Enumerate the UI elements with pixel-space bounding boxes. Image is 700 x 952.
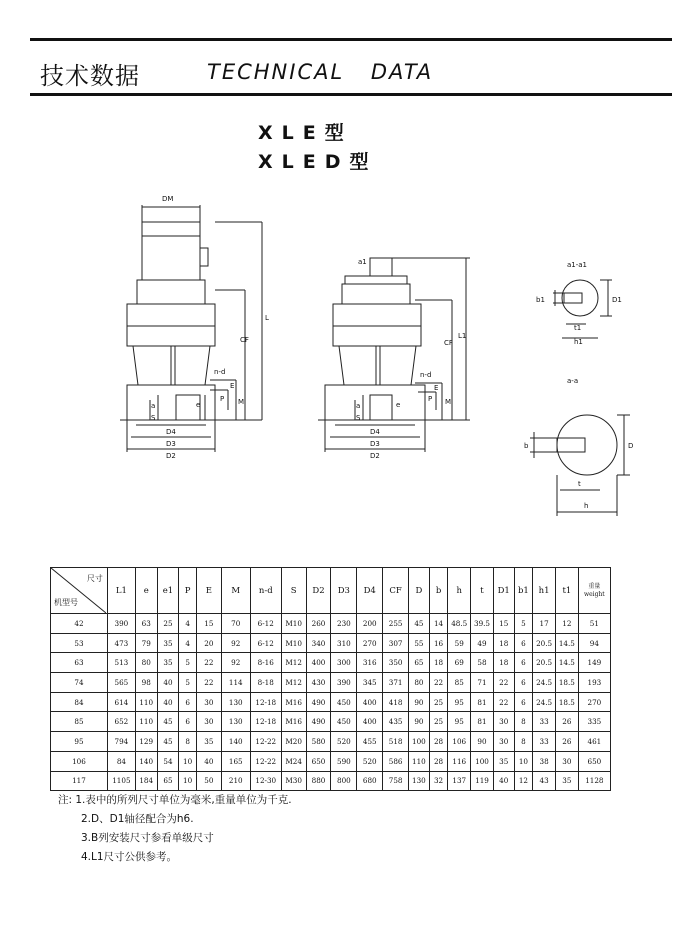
table-cell: 140 bbox=[221, 732, 250, 752]
table-cell: 200 bbox=[357, 614, 383, 634]
table-cell: 45 bbox=[157, 732, 179, 752]
table-cell: 25 bbox=[429, 712, 448, 732]
table-cell: 4 bbox=[179, 633, 197, 653]
table-cell: 680 bbox=[357, 771, 383, 791]
table-cell: 580 bbox=[306, 732, 331, 752]
table-cell: 49 bbox=[471, 633, 494, 653]
table-cell: 6-12 bbox=[250, 633, 281, 653]
label-cf-right: CF bbox=[444, 339, 453, 347]
table-row bbox=[51, 633, 611, 653]
technical-data-table bbox=[50, 567, 611, 791]
table-cell: 12-18 bbox=[250, 712, 281, 732]
table-cell: 18 bbox=[493, 653, 514, 673]
label-d3-right: D3 bbox=[370, 440, 380, 448]
table-cell: 165 bbox=[221, 751, 250, 771]
table-cell: 300 bbox=[331, 653, 357, 673]
table-cell: 6 bbox=[514, 673, 533, 693]
table-cell: 90 bbox=[409, 712, 430, 732]
table-cell: 100 bbox=[471, 751, 494, 771]
model-cell: 74 bbox=[51, 673, 108, 693]
table-cell: 210 bbox=[221, 771, 250, 791]
table-cell: 4 bbox=[179, 614, 197, 634]
column-header: t bbox=[471, 568, 494, 614]
table-cell: 94 bbox=[578, 633, 610, 653]
table-cell: 316 bbox=[357, 653, 383, 673]
column-header: b bbox=[429, 568, 448, 614]
table-row bbox=[51, 751, 611, 771]
table-cell: 310 bbox=[331, 633, 357, 653]
table-cell: 25 bbox=[157, 614, 179, 634]
column-header: P bbox=[179, 568, 197, 614]
table-cell: 50 bbox=[196, 771, 221, 791]
label-e1: e bbox=[196, 401, 201, 409]
table-cell: 90 bbox=[471, 732, 494, 752]
table-cell: 22 bbox=[493, 673, 514, 693]
label-t1: t1 bbox=[574, 324, 582, 332]
table-cell: 15 bbox=[493, 614, 514, 634]
table-cell: 270 bbox=[357, 633, 383, 653]
model-cell: 95 bbox=[51, 732, 108, 752]
table-cell: 40 bbox=[157, 692, 179, 712]
column-header: S bbox=[281, 568, 306, 614]
note-line: 2.D、D1轴径配合为h6. bbox=[81, 813, 194, 825]
table-cell: 8 bbox=[514, 732, 533, 752]
table-cell: 520 bbox=[331, 732, 357, 752]
table-cell: 30 bbox=[196, 712, 221, 732]
table-cell: 45 bbox=[157, 712, 179, 732]
table-cell: 20.5 bbox=[533, 633, 556, 653]
table-cell: 18 bbox=[429, 653, 448, 673]
label-s-right: S bbox=[356, 414, 361, 422]
table-cell: M30 bbox=[281, 771, 306, 791]
table-cell: 473 bbox=[107, 633, 135, 653]
label-a1: a1 bbox=[358, 258, 367, 266]
label-d4-right: D4 bbox=[370, 428, 380, 436]
label-a: a bbox=[151, 402, 156, 410]
column-header: E bbox=[196, 568, 221, 614]
table-cell: 35 bbox=[555, 771, 578, 791]
label-section-a: a-a bbox=[567, 377, 579, 385]
column-header: D1 bbox=[493, 568, 514, 614]
label-d1: D1 bbox=[612, 296, 622, 304]
table-cell: M16 bbox=[281, 712, 306, 732]
section-a1-drawing bbox=[553, 280, 612, 338]
table-cell: 84 bbox=[107, 751, 135, 771]
table-cell: 30 bbox=[196, 692, 221, 712]
table-cell: 35 bbox=[493, 751, 514, 771]
label-l: L bbox=[265, 314, 269, 322]
table-cell: 26 bbox=[555, 712, 578, 732]
table-cell: 30 bbox=[493, 732, 514, 752]
model-cell: 84 bbox=[51, 692, 108, 712]
table-cell: 513 bbox=[107, 653, 135, 673]
table-cell: 6 bbox=[514, 653, 533, 673]
table-cell: 116 bbox=[448, 751, 471, 771]
table-cell: 22 bbox=[429, 673, 448, 693]
table-cell: M24 bbox=[281, 751, 306, 771]
table-cell: 22 bbox=[196, 653, 221, 673]
table-row bbox=[51, 614, 611, 634]
table-cell: 33 bbox=[533, 712, 556, 732]
table-cell: 6 bbox=[179, 692, 197, 712]
table-cell: 95 bbox=[448, 712, 471, 732]
table-cell: 193 bbox=[578, 673, 610, 693]
table-cell: 270 bbox=[578, 692, 610, 712]
table-cell: 1105 bbox=[107, 771, 135, 791]
table-cell: 30 bbox=[493, 712, 514, 732]
table-cell: 33 bbox=[533, 732, 556, 752]
table-corner-cell bbox=[51, 568, 108, 614]
table-cell: 307 bbox=[383, 633, 409, 653]
table-cell: 390 bbox=[107, 614, 135, 634]
table-cell: 18.5 bbox=[555, 692, 578, 712]
table-cell: 340 bbox=[306, 633, 331, 653]
notes bbox=[58, 791, 292, 867]
table-cell: 95 bbox=[448, 692, 471, 712]
table-cell: 450 bbox=[331, 692, 357, 712]
table-cell: 149 bbox=[578, 653, 610, 673]
table-cell: 90 bbox=[409, 692, 430, 712]
label-nd-right: n-d bbox=[420, 371, 432, 379]
label-t: t bbox=[578, 480, 581, 488]
model-xled: XLED型 bbox=[258, 151, 378, 173]
column-header: CF bbox=[383, 568, 409, 614]
table-cell: 92 bbox=[221, 653, 250, 673]
table-cell: 14 bbox=[429, 614, 448, 634]
table-cell: 137 bbox=[448, 771, 471, 791]
table-cell: 6 bbox=[179, 712, 197, 732]
table-cell: 650 bbox=[578, 751, 610, 771]
table-cell: 110 bbox=[409, 751, 430, 771]
column-header: D2 bbox=[306, 568, 331, 614]
table-cell: 15 bbox=[196, 614, 221, 634]
table-cell: 20 bbox=[196, 633, 221, 653]
label-section-a1: a1-a1 bbox=[567, 261, 588, 269]
table-cell: 400 bbox=[357, 712, 383, 732]
table-cell: 22 bbox=[493, 692, 514, 712]
column-header: L1 bbox=[107, 568, 135, 614]
note-line: 注: 1.表中的所列尺寸单位为毫米,重量单位为千克. bbox=[58, 794, 292, 806]
table-cell: 14.5 bbox=[555, 633, 578, 653]
label-e-right: E bbox=[434, 384, 439, 392]
reducer-xle-drawing bbox=[120, 205, 262, 452]
reducer-xled-drawing bbox=[318, 258, 470, 452]
table-cell: 70 bbox=[221, 614, 250, 634]
table-cell: 390 bbox=[331, 673, 357, 693]
column-header: M bbox=[221, 568, 250, 614]
table-cell: 63 bbox=[135, 614, 157, 634]
table-cell: 461 bbox=[578, 732, 610, 752]
table-cell: 6-12 bbox=[250, 614, 281, 634]
table-cell: 59 bbox=[448, 633, 471, 653]
table-cell: 418 bbox=[383, 692, 409, 712]
table-header-row bbox=[51, 568, 611, 614]
table-cell: 110 bbox=[135, 692, 157, 712]
section-a-drawing bbox=[530, 415, 630, 516]
table-cell: 14.5 bbox=[555, 653, 578, 673]
table-cell: 8-18 bbox=[250, 673, 281, 693]
table-cell: 80 bbox=[409, 673, 430, 693]
table-cell: 1128 bbox=[578, 771, 610, 791]
table-cell: 16 bbox=[429, 633, 448, 653]
table-cell: 55 bbox=[409, 633, 430, 653]
table-cell: 184 bbox=[135, 771, 157, 791]
table-cell: 435 bbox=[383, 712, 409, 732]
column-header: n-d bbox=[250, 568, 281, 614]
table-cell: 260 bbox=[306, 614, 331, 634]
table-cell: 92 bbox=[221, 633, 250, 653]
column-header: D bbox=[409, 568, 430, 614]
table-cell: M10 bbox=[281, 633, 306, 653]
title-chinese: 技术数据 bbox=[40, 62, 140, 90]
note-line: 4.L1尺寸公供参考。 bbox=[81, 851, 178, 863]
table-cell: 255 bbox=[383, 614, 409, 634]
table-cell: 69 bbox=[448, 653, 471, 673]
label-d2: D2 bbox=[166, 452, 176, 460]
table-cell: 10 bbox=[514, 751, 533, 771]
table-row bbox=[51, 653, 611, 673]
table-cell: 590 bbox=[331, 751, 357, 771]
table-cell: 65 bbox=[157, 771, 179, 791]
table-row bbox=[51, 712, 611, 732]
table-cell: 230 bbox=[331, 614, 357, 634]
table-cell: 40 bbox=[196, 751, 221, 771]
label-m-right: M bbox=[445, 398, 452, 406]
label-e: E bbox=[230, 382, 235, 390]
table-cell: 25 bbox=[429, 692, 448, 712]
table-cell: 12-22 bbox=[250, 751, 281, 771]
model-cell: 42 bbox=[51, 614, 108, 634]
label-nd: n-d bbox=[214, 368, 226, 376]
label-m: M bbox=[238, 398, 245, 406]
table-cell: 6 bbox=[514, 633, 533, 653]
table-cell: 18.5 bbox=[555, 673, 578, 693]
column-header: h bbox=[448, 568, 471, 614]
table-row bbox=[51, 771, 611, 791]
corner-label-dimension: 尺寸 bbox=[86, 574, 103, 583]
table-cell: 800 bbox=[331, 771, 357, 791]
table-cell: 85 bbox=[448, 673, 471, 693]
label-d3: D3 bbox=[166, 440, 176, 448]
table-cell: 652 bbox=[107, 712, 135, 732]
column-header: D4 bbox=[357, 568, 383, 614]
table-cell: 35 bbox=[157, 633, 179, 653]
table-cell: 28 bbox=[429, 751, 448, 771]
label-d4: D4 bbox=[166, 428, 176, 436]
table-cell: 455 bbox=[357, 732, 383, 752]
table-cell: 140 bbox=[135, 751, 157, 771]
table-cell: 81 bbox=[471, 712, 494, 732]
table-cell: 48.5 bbox=[448, 614, 471, 634]
table-cell: 24.5 bbox=[533, 692, 556, 712]
table-cell: M16 bbox=[281, 692, 306, 712]
table-cell: 130 bbox=[409, 771, 430, 791]
table-cell: 8 bbox=[514, 712, 533, 732]
table-row bbox=[51, 673, 611, 693]
table-cell: 130 bbox=[221, 712, 250, 732]
table-cell: 38 bbox=[533, 751, 556, 771]
label-dm: DM bbox=[162, 195, 174, 203]
table-cell: 10 bbox=[179, 751, 197, 771]
table-cell: 520 bbox=[357, 751, 383, 771]
label-s: S bbox=[151, 414, 156, 422]
table-cell: 79 bbox=[135, 633, 157, 653]
table-cell: 880 bbox=[306, 771, 331, 791]
table-cell: M10 bbox=[281, 614, 306, 634]
table-cell: 110 bbox=[135, 712, 157, 732]
column-header: t1 bbox=[555, 568, 578, 614]
table-cell: 35 bbox=[196, 732, 221, 752]
model-cell: 85 bbox=[51, 712, 108, 732]
table-cell: 12-22 bbox=[250, 732, 281, 752]
table-cell: 490 bbox=[306, 712, 331, 732]
table-cell: 45 bbox=[409, 614, 430, 634]
table-cell: 65 bbox=[409, 653, 430, 673]
table-cell: 119 bbox=[471, 771, 494, 791]
note-line: 3.B列安装尺寸参看单级尺寸 bbox=[81, 832, 214, 844]
table-cell: 80 bbox=[135, 653, 157, 673]
table-cell: 106 bbox=[448, 732, 471, 752]
table-cell: 5 bbox=[179, 673, 197, 693]
table-cell: 114 bbox=[221, 673, 250, 693]
table-cell: 490 bbox=[306, 692, 331, 712]
table-cell: 614 bbox=[107, 692, 135, 712]
table-cell: 12-30 bbox=[250, 771, 281, 791]
column-header: e1 bbox=[157, 568, 179, 614]
column-header: D3 bbox=[331, 568, 357, 614]
table-cell: 98 bbox=[135, 673, 157, 693]
table-cell: 28 bbox=[429, 732, 448, 752]
table-cell: 129 bbox=[135, 732, 157, 752]
table-cell: 586 bbox=[383, 751, 409, 771]
model-cell: 117 bbox=[51, 771, 108, 791]
label-d: D bbox=[628, 442, 634, 450]
table-cell: M12 bbox=[281, 653, 306, 673]
table-cell: 43 bbox=[533, 771, 556, 791]
model-cell: 106 bbox=[51, 751, 108, 771]
model-cell: 53 bbox=[51, 633, 108, 653]
table-cell: 400 bbox=[357, 692, 383, 712]
column-header-weight: 重量weight bbox=[578, 568, 610, 614]
table-cell: 345 bbox=[357, 673, 383, 693]
table-cell: 758 bbox=[383, 771, 409, 791]
model-cell: 63 bbox=[51, 653, 108, 673]
table-cell: 430 bbox=[306, 673, 331, 693]
table-cell: 8-16 bbox=[250, 653, 281, 673]
table-cell: 22 bbox=[196, 673, 221, 693]
table-cell: 12 bbox=[514, 771, 533, 791]
table-cell: 518 bbox=[383, 732, 409, 752]
table-cell: 12 bbox=[555, 614, 578, 634]
label-l1: L1 bbox=[458, 332, 467, 340]
label-a-right: a bbox=[356, 402, 361, 410]
table-cell: 26 bbox=[555, 732, 578, 752]
table-cell: 335 bbox=[578, 712, 610, 732]
table-cell: 650 bbox=[306, 751, 331, 771]
table-cell: 450 bbox=[331, 712, 357, 732]
label-h: h bbox=[584, 502, 589, 510]
title-english: TECHNICAL DATA bbox=[207, 60, 434, 84]
table-cell: 32 bbox=[429, 771, 448, 791]
model-xle: XLE型 bbox=[258, 122, 353, 144]
table-cell: 17 bbox=[533, 614, 556, 634]
table-cell: 400 bbox=[306, 653, 331, 673]
table-cell: 40 bbox=[157, 673, 179, 693]
table-cell: 54 bbox=[157, 751, 179, 771]
label-p-right: P bbox=[428, 395, 433, 403]
column-header: e bbox=[135, 568, 157, 614]
table-cell: M12 bbox=[281, 673, 306, 693]
table-body bbox=[51, 614, 611, 791]
table-cell: 5 bbox=[514, 614, 533, 634]
table-cell: 565 bbox=[107, 673, 135, 693]
table-cell: 350 bbox=[383, 653, 409, 673]
label-cf: CF bbox=[240, 336, 249, 344]
table-cell: 5 bbox=[179, 653, 197, 673]
table-cell: 100 bbox=[409, 732, 430, 752]
table-cell: 35 bbox=[157, 653, 179, 673]
table-cell: 58 bbox=[471, 653, 494, 673]
table-row bbox=[51, 732, 611, 752]
table-cell: 10 bbox=[179, 771, 197, 791]
column-header: b1 bbox=[514, 568, 533, 614]
label-b: b bbox=[524, 442, 529, 450]
table-cell: 81 bbox=[471, 692, 494, 712]
label-e1-right: e bbox=[396, 401, 401, 409]
corner-label-model: 机型号 bbox=[54, 598, 78, 607]
table-cell: 130 bbox=[221, 692, 250, 712]
label-h1: h1 bbox=[574, 338, 583, 346]
label-d2-right: D2 bbox=[370, 452, 380, 460]
table-cell: 794 bbox=[107, 732, 135, 752]
label-p: P bbox=[220, 395, 225, 403]
table-cell: 12-18 bbox=[250, 692, 281, 712]
table-row bbox=[51, 692, 611, 712]
table-cell: 371 bbox=[383, 673, 409, 693]
table-cell: 39.5 bbox=[471, 614, 494, 634]
column-header: h1 bbox=[533, 568, 556, 614]
label-b1: b1 bbox=[536, 296, 545, 304]
table-cell: 6 bbox=[514, 692, 533, 712]
table-cell: 51 bbox=[578, 614, 610, 634]
table-cell: 20.5 bbox=[533, 653, 556, 673]
table-cell: 71 bbox=[471, 673, 494, 693]
table-cell: 30 bbox=[555, 751, 578, 771]
table-cell: 40 bbox=[493, 771, 514, 791]
table-cell: 18 bbox=[493, 633, 514, 653]
table-cell: 8 bbox=[179, 732, 197, 752]
table-cell: 24.5 bbox=[533, 673, 556, 693]
table-cell: M20 bbox=[281, 732, 306, 752]
